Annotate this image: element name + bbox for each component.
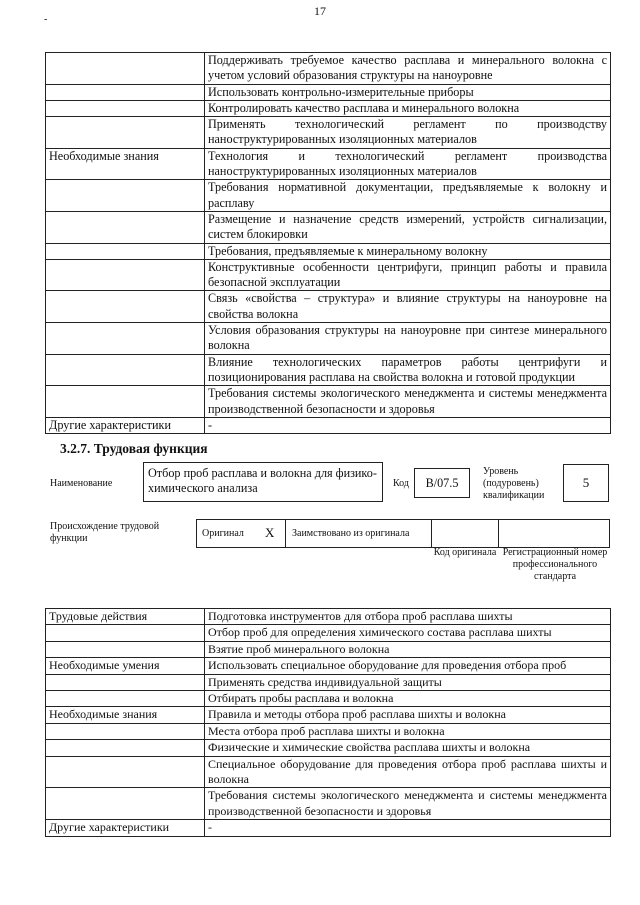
row-text: Требования системы экологического менеджмента и системы менеджмента производственной безопасности и здоровья <box>205 386 611 418</box>
row-label <box>46 691 205 707</box>
row-text: Подготовка инструментов для отбора проб расплава шихты <box>205 609 611 625</box>
origin-label: Происхождение трудовой функции <box>50 521 160 544</box>
row-text: Применять технологический регламент по производству наноструктурированных изоляционных материалов <box>205 117 611 149</box>
reg-number-caption: Регистрационный номер профессионального стандарта <box>502 547 608 582</box>
table-row <box>46 625 611 641</box>
table-row <box>46 609 611 625</box>
table-row <box>46 84 611 100</box>
table-row <box>46 641 611 657</box>
table-row <box>46 53 611 85</box>
row-label <box>46 259 205 291</box>
row-label: Другие характеристики <box>46 417 205 433</box>
row-label <box>46 180 205 212</box>
table-row <box>46 707 611 723</box>
table-row <box>46 417 611 433</box>
table-row <box>46 756 611 788</box>
row-label <box>46 674 205 690</box>
row-text: Условия образования структуры на наноуровне при синтезе минерального волокна <box>205 323 611 355</box>
row-text: Конструктивные особенности центрифуги, принцип работы и правила безопасной эксплуатации <box>205 259 611 291</box>
row-label <box>46 291 205 323</box>
row-label <box>46 323 205 355</box>
table-row <box>46 386 611 418</box>
row-label: Необходимые умения <box>46 658 205 674</box>
row-text: Контролировать качество расплава и минерального волокна <box>205 100 611 116</box>
table-row <box>46 148 611 180</box>
row-text: Поддерживать требуемое качество расплава и минерального волокна с учетом условий образования структуры на наноуровне <box>205 53 611 85</box>
origin-reg-cell <box>498 519 610 548</box>
table-row <box>46 658 611 674</box>
row-label <box>46 84 205 100</box>
row-text: Требования нормативной документации, предъявляемые к волокну и расплаву <box>205 180 611 212</box>
row-text: Требования, предъявляемые к минеральному волокну <box>205 243 611 259</box>
table-row <box>46 291 611 323</box>
row-text: Отбор проб для определения химического состава расплава шихты <box>205 625 611 641</box>
row-label <box>46 354 205 386</box>
row-text: Связь «свойства – структура» и влияние структуры на наноуровне на свойства волокна <box>205 291 611 323</box>
level-box: 5 <box>563 464 609 502</box>
page-number: 17 <box>314 4 326 18</box>
row-text: Технология и технологический регламент производства наноструктурированных изоляционных материалов <box>205 148 611 180</box>
table-row <box>46 259 611 291</box>
function-name-box: Отбор проб расплава и волокна для физико-химического анализа <box>143 462 383 502</box>
row-label <box>46 740 205 756</box>
row-text: - <box>205 820 611 836</box>
row-text: Места отбора проб расплава шихты и волокна <box>205 723 611 739</box>
table-row <box>46 100 611 116</box>
row-label <box>46 243 205 259</box>
row-text: Размещение и назначение средств измерений, устройств сигнализации, систем блокировки <box>205 211 611 243</box>
table-row <box>46 723 611 739</box>
row-text: Правила и методы отбора проб расплава шихты и волокна <box>205 707 611 723</box>
function-details-table <box>45 608 611 837</box>
row-text: Применять средства индивидуальной защиты <box>205 674 611 690</box>
row-text: Требования системы экологического менеджмента и системы менеджмента производственной безопасности и здоровья <box>205 788 611 820</box>
row-label <box>46 723 205 739</box>
code-label: Код <box>393 478 409 489</box>
row-label <box>46 117 205 149</box>
row-label <box>46 386 205 418</box>
table-row <box>46 354 611 386</box>
name-label: Наименование <box>50 478 113 489</box>
row-label <box>46 756 205 788</box>
origin-borrowed-label: Заимствовано из оригинала <box>292 528 410 539</box>
row-label <box>46 211 205 243</box>
row-text: Отбирать пробы расплава и волокна <box>205 691 611 707</box>
corner-mark: - <box>44 14 48 25</box>
row-label: Необходимые знания <box>46 148 205 180</box>
row-text: Влияние технологических параметров работы центрифуги и позиционирования расплава на свойства волокна и готовой продукции <box>205 354 611 386</box>
row-label <box>46 788 205 820</box>
table-row <box>46 691 611 707</box>
row-text: Физические и химические свойства расплава шихты и волокна <box>205 740 611 756</box>
row-text: Использовать специальное оборудование для проведения отбора проб <box>205 658 611 674</box>
row-label: Другие характеристики <box>46 820 205 836</box>
row-label <box>46 100 205 116</box>
table-row <box>46 243 611 259</box>
row-label <box>46 641 205 657</box>
table-row <box>46 788 611 820</box>
knowledge-table-top <box>45 52 611 434</box>
origin-mark: X <box>265 525 275 540</box>
row-text: Взятие проб минерального волокна <box>205 641 611 657</box>
code-original-caption: Код оригинала <box>433 547 497 558</box>
table-row <box>46 820 611 836</box>
row-text: - <box>205 417 611 433</box>
table-row <box>46 323 611 355</box>
section-title: 3.2.7. Трудовая функция <box>60 441 208 456</box>
function-code-box: B/07.5 <box>414 468 470 498</box>
row-label: Трудовые действия <box>46 609 205 625</box>
row-label <box>46 625 205 641</box>
level-label: Уровень (подуровень) квалификации <box>483 466 545 501</box>
table-row <box>46 740 611 756</box>
row-text: Специальное оборудование для проведения отбора проб расплава шихты и волокна <box>205 756 611 788</box>
row-label: Необходимые знания <box>46 707 205 723</box>
origin-code-cell <box>431 519 499 548</box>
row-label <box>46 53 205 85</box>
row-text: Использовать контрольно-измерительные приборы <box>205 84 611 100</box>
origin-original-label: Оригинал <box>202 528 244 539</box>
table-row <box>46 180 611 212</box>
table-row <box>46 117 611 149</box>
table-row <box>46 674 611 690</box>
table-row <box>46 211 611 243</box>
